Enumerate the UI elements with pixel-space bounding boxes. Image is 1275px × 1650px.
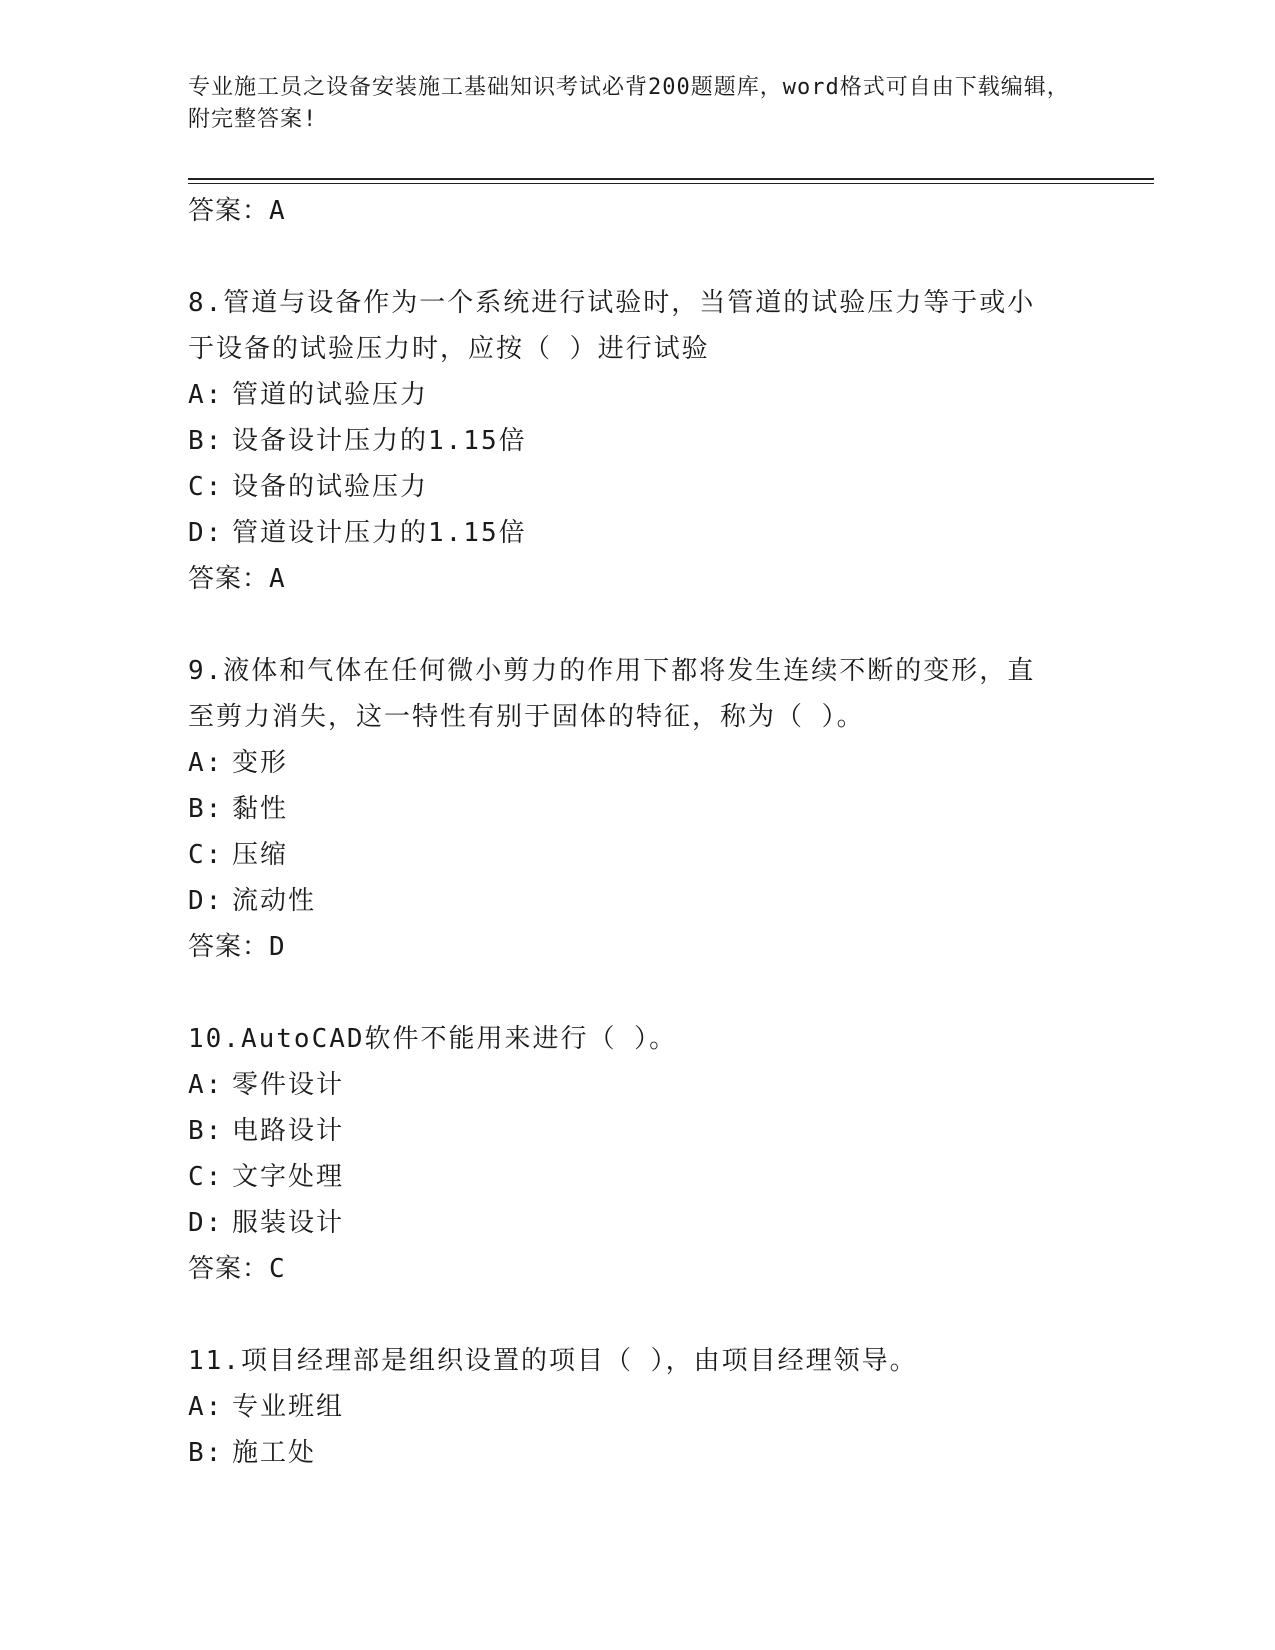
option-text: 专业班组 (232, 1392, 345, 1422)
option-text: 压缩 (232, 840, 289, 870)
option-text: 管道的试验压力 (232, 380, 429, 410)
spacer (188, 970, 1088, 1016)
question-text-line: 8.管道与设备作为一个系统进行试验时，当管道的试验压力等于或小 (188, 288, 1036, 318)
document-header-title: 专业施工员之设备安装施工基础知识考试必背200题题库，word格式可自由下载编辑，附完整答案! (188, 75, 1070, 132)
option-text: 服装设计 (232, 1208, 345, 1238)
answer-line: 答案：D (188, 932, 286, 962)
question-block (188, 1016, 1088, 1292)
option-key: B: (188, 426, 224, 456)
header-rule-thin (188, 183, 1154, 184)
option-d (188, 1200, 1088, 1246)
option-key: D: (188, 518, 224, 548)
header-rule-thick (188, 178, 1154, 180)
option-text: 管道设计压力的1.15倍 (232, 518, 527, 548)
option-a (188, 1062, 1088, 1108)
answer-line: 答案：C (188, 1254, 286, 1284)
option-d (188, 510, 1088, 556)
option-key: C: (188, 472, 224, 502)
document-body (188, 188, 1088, 1476)
option-b (188, 418, 1088, 464)
option-d (188, 878, 1088, 924)
option-key: B: (188, 1438, 224, 1468)
answer-line: 答案：A (188, 196, 286, 226)
answer-line: 答案：A (188, 564, 286, 594)
option-key: A: (188, 748, 224, 778)
option-key: C: (188, 840, 224, 870)
option-text: 黏性 (232, 794, 289, 824)
question-block (188, 280, 1088, 602)
option-a (188, 1384, 1088, 1430)
question-block (188, 1338, 1088, 1476)
option-a (188, 740, 1088, 786)
option-b (188, 1108, 1088, 1154)
spacer (188, 234, 1088, 280)
option-text: 设备设计压力的1.15倍 (232, 426, 527, 456)
option-c (188, 1154, 1088, 1200)
question-text-line: 10.AutoCAD软件不能用来进行（ ）。 (188, 1024, 678, 1054)
question-text-line: 至剪力消失，这一特性有别于固体的特征，称为（ ）。 (188, 702, 865, 732)
option-key: A: (188, 1392, 224, 1422)
option-key: B: (188, 794, 224, 824)
option-key: A: (188, 380, 224, 410)
option-key: B: (188, 1116, 224, 1146)
option-key: D: (188, 1208, 224, 1238)
option-b (188, 1430, 1088, 1476)
option-c (188, 464, 1088, 510)
question-text-line: 11.项目经理部是组织设置的项目（ ），由项目经理领导。 (188, 1346, 918, 1376)
question-block (188, 648, 1088, 970)
option-text: 零件设计 (232, 1070, 345, 1100)
spacer (188, 602, 1088, 648)
option-text: 变形 (232, 748, 289, 778)
option-key: A: (188, 1070, 224, 1100)
option-c (188, 832, 1088, 878)
option-text: 流动性 (232, 886, 317, 916)
spacer (188, 1292, 1088, 1338)
option-key: D: (188, 886, 224, 916)
option-a (188, 372, 1088, 418)
option-text: 施工处 (232, 1438, 317, 1468)
option-b (188, 786, 1088, 832)
question-text-line: 于设备的试验压力时，应按（ ）进行试验 (188, 334, 710, 364)
option-text: 文字处理 (232, 1162, 345, 1192)
question-text-line: 9.液体和气体在任何微小剪力的作用下都将发生连续不断的变形，直 (188, 656, 1036, 686)
option-text: 设备的试验压力 (232, 472, 429, 502)
option-text: 电路设计 (232, 1116, 345, 1146)
option-key: C: (188, 1162, 224, 1192)
